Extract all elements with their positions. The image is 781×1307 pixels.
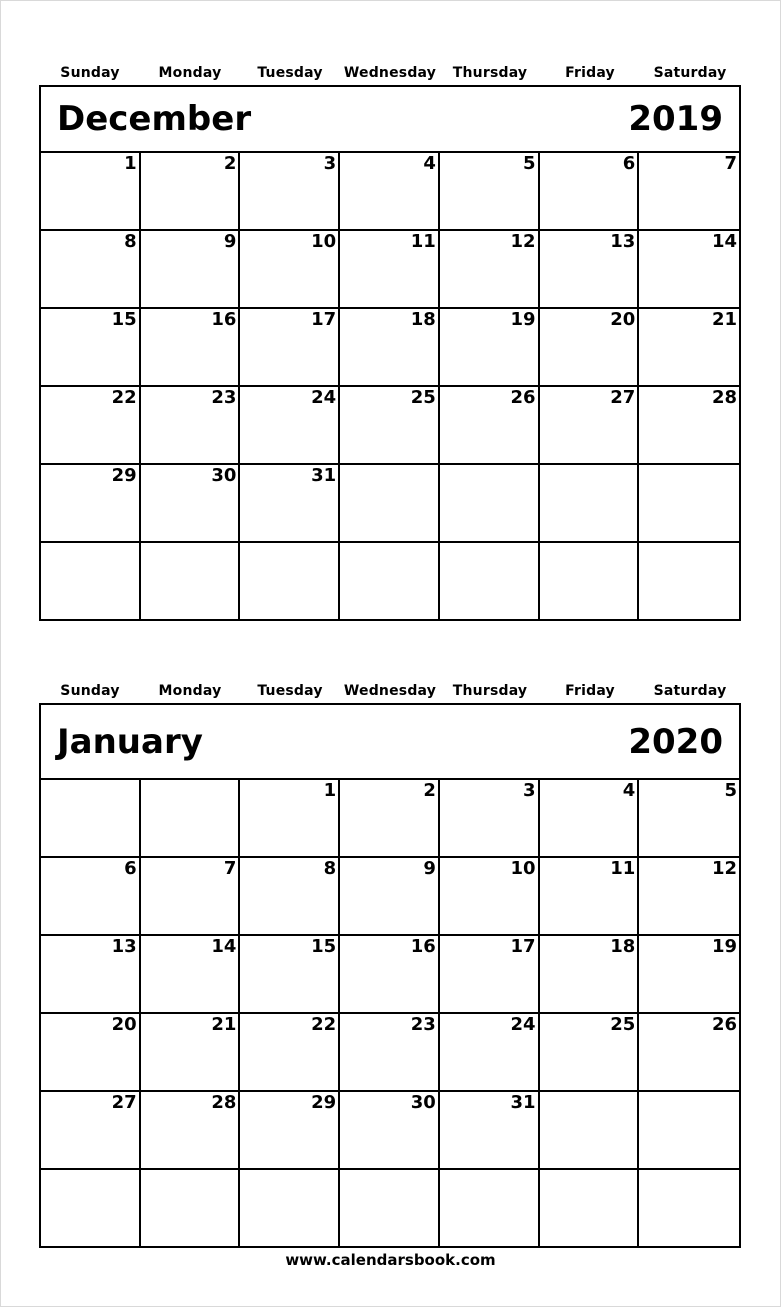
day-cell: [340, 465, 440, 543]
day-cell: [340, 1092, 440, 1170]
day-cell: [639, 1092, 739, 1170]
day-cell: [639, 387, 739, 465]
day-grid: [41, 153, 739, 619]
day-number: 29: [311, 1092, 337, 1113]
day-cell: [141, 780, 241, 858]
day-cell: [141, 1014, 241, 1092]
day-cell: [639, 465, 739, 543]
day-number: 17: [311, 309, 337, 330]
day-number: 30: [211, 465, 237, 486]
day-cell: [440, 387, 540, 465]
day-cell: [639, 231, 739, 309]
day-number: 1: [124, 153, 137, 174]
day-number: 16: [410, 936, 436, 957]
day-number: 12: [510, 231, 536, 252]
day-number: 4: [622, 780, 636, 801]
day-cell: [340, 780, 440, 858]
day-cell: [639, 153, 739, 231]
day-cell: [540, 1092, 640, 1170]
day-number: 30: [410, 1092, 436, 1113]
day-cell: [240, 1170, 340, 1246]
day-cell: [340, 231, 440, 309]
day-number: 26: [510, 387, 536, 408]
day-cell: [440, 858, 540, 936]
day-cell: [240, 1092, 340, 1170]
weekday-tuesday: Tuesday: [257, 682, 323, 699]
day-cell: [41, 780, 141, 858]
day-cell: [41, 1014, 141, 1092]
day-number: 9: [423, 858, 436, 879]
month-name: December: [57, 99, 252, 139]
day-cell: [141, 936, 241, 1014]
weekday-monday: Monday: [158, 64, 222, 81]
day-cell: [41, 858, 141, 936]
month-year: 2020: [628, 721, 723, 762]
day-cell: [340, 936, 440, 1014]
day-number: 22: [111, 387, 137, 408]
day-number: 21: [711, 309, 737, 330]
day-number: 18: [410, 309, 436, 330]
day-cell: [639, 1170, 739, 1246]
day-cell: [440, 936, 540, 1014]
day-cell: [440, 465, 540, 543]
day-number: 15: [111, 309, 137, 330]
day-cell: [540, 309, 640, 387]
day-cell: [440, 543, 540, 619]
day-cell: [41, 1170, 141, 1246]
day-cell: [540, 1014, 640, 1092]
day-number: 27: [610, 387, 636, 408]
day-cell: [440, 1014, 540, 1092]
day-number: 28: [711, 387, 737, 408]
day-cell: [639, 543, 739, 619]
day-cell: [141, 858, 241, 936]
weekday-saturday: Saturday: [653, 64, 727, 81]
day-number: 1: [323, 780, 337, 801]
day-cell: [340, 543, 440, 619]
weekday-friday: Friday: [565, 64, 615, 81]
weekday-header-row: [40, 60, 740, 85]
month-name: January: [57, 721, 203, 762]
day-number: 5: [724, 780, 737, 801]
day-cell: [141, 465, 241, 543]
month-january-2020: [40, 678, 740, 1248]
day-cell: [440, 231, 540, 309]
day-cell: [540, 465, 640, 543]
day-number: 17: [510, 936, 536, 957]
weekday-saturday: Saturday: [653, 682, 727, 699]
day-number: 22: [311, 1014, 337, 1035]
weekday-sunday: Sunday: [60, 682, 120, 699]
day-number: 8: [323, 858, 337, 879]
calendar-box: [39, 703, 741, 1248]
day-cell: [240, 858, 340, 936]
weekday-sunday: Sunday: [60, 64, 120, 81]
weekday-thursday: Thursday: [452, 682, 528, 699]
day-cell: [141, 1170, 241, 1246]
day-number: 10: [311, 231, 337, 252]
weekday-monday: Monday: [158, 682, 222, 699]
day-number: 18: [610, 936, 636, 957]
day-cell: [41, 465, 141, 543]
weekday-header-row: [40, 678, 740, 703]
day-number: 31: [510, 1092, 536, 1113]
day-number: 11: [410, 231, 436, 252]
day-number: 13: [111, 936, 137, 957]
day-cell: [240, 1014, 340, 1092]
calendar-box: [39, 85, 741, 621]
day-cell: [639, 309, 739, 387]
day-cell: [440, 309, 540, 387]
day-cell: [141, 1092, 241, 1170]
day-cell: [41, 936, 141, 1014]
day-number: 9: [223, 231, 237, 252]
day-number: 31: [311, 465, 337, 486]
day-cell: [540, 780, 640, 858]
day-cell: [540, 858, 640, 936]
day-number: 20: [610, 309, 636, 330]
day-number: 13: [610, 231, 636, 252]
day-cell: [540, 936, 640, 1014]
day-cell: [440, 1092, 540, 1170]
day-cell: [41, 387, 141, 465]
day-number: 25: [610, 1014, 636, 1035]
weekday-tuesday: Tuesday: [257, 64, 323, 81]
day-cell: [240, 231, 340, 309]
day-number: 11: [610, 858, 636, 879]
day-number: 12: [711, 858, 737, 879]
day-number: 29: [111, 465, 137, 486]
day-number: 23: [410, 1014, 436, 1035]
day-number: 3: [323, 153, 337, 174]
day-number: 2: [223, 153, 237, 174]
day-cell: [240, 936, 340, 1014]
day-number: 24: [510, 1014, 536, 1035]
day-cell: [240, 309, 340, 387]
day-cell: [340, 153, 440, 231]
day-number: 23: [211, 387, 237, 408]
month-year: 2019: [628, 99, 723, 139]
day-number: 21: [211, 1014, 237, 1035]
day-cell: [639, 1014, 739, 1092]
day-number: 15: [311, 936, 337, 957]
day-number: 16: [211, 309, 237, 330]
day-number: 20: [111, 1014, 137, 1035]
day-cell: [440, 1170, 540, 1246]
day-number: 7: [724, 153, 737, 174]
day-number: 10: [510, 858, 536, 879]
day-cell: [41, 309, 141, 387]
day-number: 14: [711, 231, 737, 252]
day-number: 3: [523, 780, 536, 801]
weekday-friday: Friday: [565, 682, 615, 699]
day-cell: [41, 153, 141, 231]
day-number: 19: [510, 309, 536, 330]
month-header: [41, 87, 739, 153]
day-number: 4: [423, 153, 436, 174]
day-number: 19: [711, 936, 737, 957]
day-cell: [240, 153, 340, 231]
weekday-wednesday: Wednesday: [343, 64, 437, 81]
day-number: 7: [223, 858, 237, 879]
day-cell: [540, 231, 640, 309]
day-cell: [639, 780, 739, 858]
day-cell: [340, 309, 440, 387]
day-cell: [240, 387, 340, 465]
weekday-wednesday: Wednesday: [343, 682, 437, 699]
day-cell: [141, 309, 241, 387]
day-number: 8: [124, 231, 137, 252]
day-number: 27: [111, 1092, 137, 1113]
day-number: 14: [211, 936, 237, 957]
weekday-thursday: Thursday: [452, 64, 528, 81]
day-cell: [639, 858, 739, 936]
day-number: 28: [211, 1092, 237, 1113]
day-cell: [41, 1092, 141, 1170]
day-number: 5: [523, 153, 536, 174]
day-cell: [141, 153, 241, 231]
day-cell: [540, 1170, 640, 1246]
day-number: 2: [423, 780, 436, 801]
month-december-2019: [40, 60, 740, 621]
day-cell: [41, 543, 141, 619]
day-number: 25: [410, 387, 436, 408]
day-cell: [340, 387, 440, 465]
day-cell: [340, 1170, 440, 1246]
footer-url: www.calendarsbook.com: [285, 1251, 496, 1269]
day-grid: [41, 780, 739, 1246]
day-number: 6: [622, 153, 636, 174]
day-cell: [440, 153, 540, 231]
day-cell: [141, 387, 241, 465]
day-cell: [141, 543, 241, 619]
day-cell: [540, 387, 640, 465]
day-cell: [639, 936, 739, 1014]
day-cell: [240, 780, 340, 858]
day-cell: [340, 1014, 440, 1092]
day-cell: [440, 780, 540, 858]
day-number: 24: [311, 387, 337, 408]
day-number: 26: [711, 1014, 737, 1035]
day-cell: [340, 858, 440, 936]
day-cell: [141, 231, 241, 309]
month-header: [41, 705, 739, 780]
day-cell: [240, 465, 340, 543]
day-cell: [540, 543, 640, 619]
day-cell: [240, 543, 340, 619]
day-number: 6: [124, 858, 137, 879]
day-cell: [41, 231, 141, 309]
day-cell: [540, 153, 640, 231]
